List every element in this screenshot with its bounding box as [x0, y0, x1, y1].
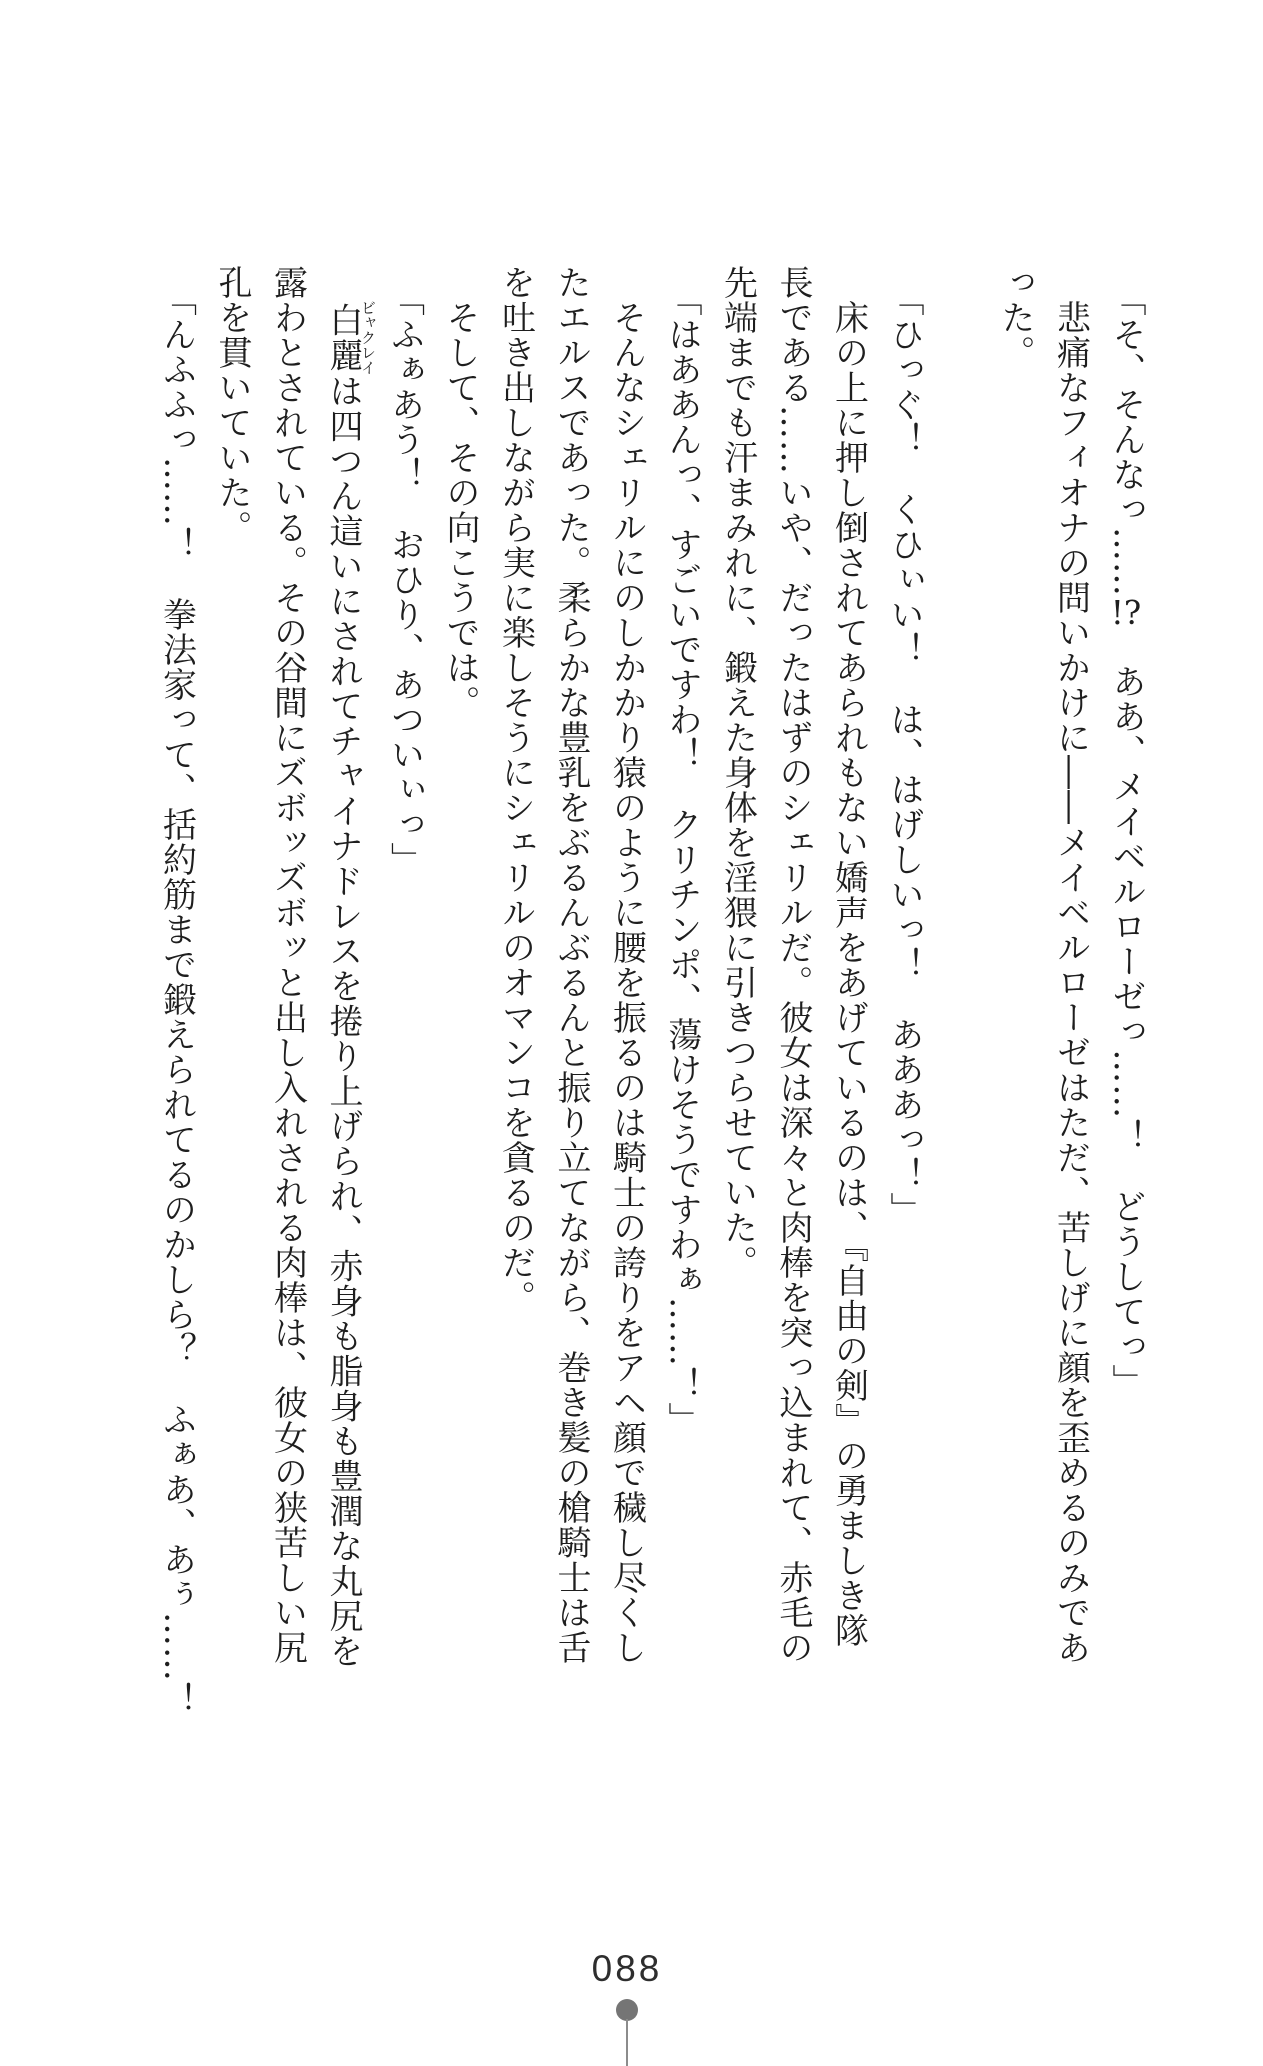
text-column-14: 白麗ビャクレイは四つん這いにされてチャイナドレスを捲り上げられ、赤身も脂身も豊潤な丸尻を: [323, 300, 377, 1669]
text-column-15: 露わとされている。その谷間にズボッズボッと出し入れされる肉棒は、彼女の狭苦しい尻: [267, 265, 308, 1665]
text-column-17: 「んふふっ……！ 拳法家って、括約筋まで鍛えられてるのかしら？ ふぁあ、あぅ……！: [156, 282, 197, 1717]
text-column-2: った。: [995, 265, 1035, 370]
page-number: 088: [591, 1948, 663, 1989]
text-column-4: 「ひっぐ！ くひぃい！ は、はげしいっ！ あああっ！」: [884, 282, 924, 1227]
text-column-6: 長である……いや、だったはずのシェリルだ。彼女は深々と肉棒を突っ込まれて、赤毛の: [773, 265, 813, 1665]
ruby-annotated-name: 白麗ビャクレイ: [323, 300, 377, 375]
bookmark-dot-icon: [616, 1999, 638, 2021]
text-column-0: 「そ、そんなっ……!? ああ、メイベルローゼっ……！ どうしてっ」: [1106, 282, 1146, 1400]
text-column-7: 先端までも汗まみれに、鍛えた身体を淫猥に引きつらせていた。: [717, 265, 758, 1280]
text-column-10: たエルスであった。柔らかな豊乳をぶるんぶるんと振り立てながら、巻き髪の槍騎士は舌: [551, 265, 591, 1665]
text-column-16: 孔を貫いていた。: [212, 265, 252, 545]
text-column-5: 床の上に押し倒されてあられもない嬌声をあげているのは、『自由の剣』の勇ましき隊: [828, 300, 869, 1648]
text-column-9: そんなシェリルにのしかかり猿のように腰を振るのは騎士の誇りをアヘ顔で穢し尽くし: [606, 300, 647, 1665]
vertical-text-block: [148, 265, 1153, 1717]
bookmark-line-icon: [626, 2019, 628, 2066]
text-column-1: 悲痛なフィオナの問いかけに――メイベルローゼはただ、苦しげに顔を歪めるのみであ: [1050, 300, 1091, 1665]
tatechuyoko-exclamation-question: !?: [1110, 597, 1142, 630]
blank-column-3: [931, 265, 987, 1685]
text-column-13: 「ふぁあう！ おひり、あついぃっ」: [384, 282, 425, 877]
text-column-11: を吐き出しながら実に楽しそうにシェリルのオマンコを貪るのだ。: [495, 265, 536, 1315]
text-column-8: 「はああんっ、すごいですわ！ クリチンポ、蕩けそうですわぁ……！」: [662, 282, 702, 1437]
page-footer: [0, 1948, 1263, 2066]
text-column-12: そして、その向こうでは。: [440, 300, 480, 720]
